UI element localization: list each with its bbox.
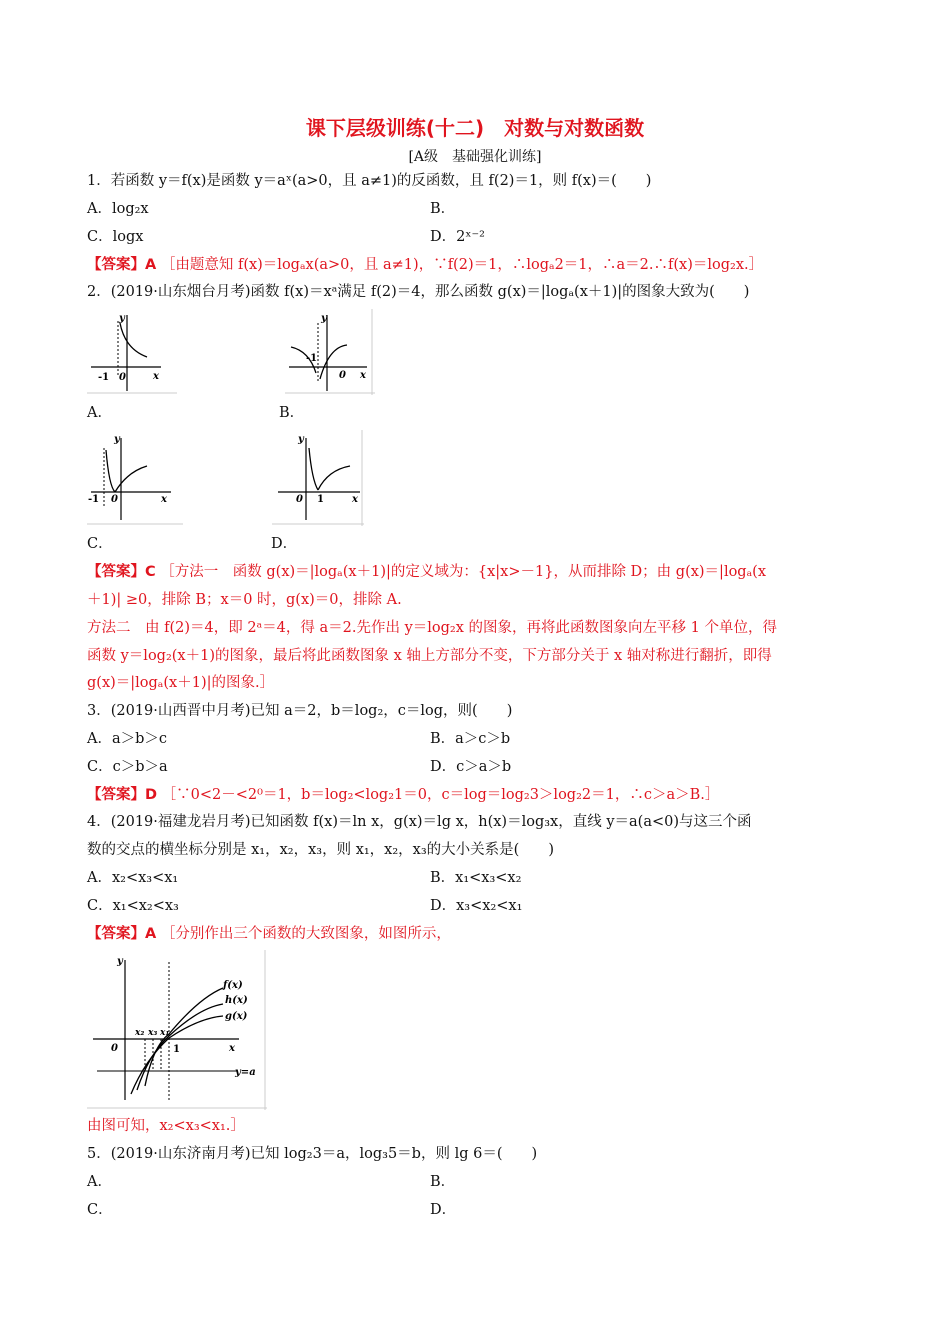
q2-stem: 2．(2019·山东烟台月考)函数 f(x)＝xᵃ满足 f(2)＝4，那么函数 g(x)＝|logₐ(x＋1)|的图象大致为( ): [87, 284, 750, 300]
q5-option-d: D．: [430, 1202, 457, 1218]
graph-c-x-label: x: [161, 494, 167, 505]
graph-b-x-label: x: [360, 370, 366, 381]
q2-option-c: C．: [87, 536, 113, 552]
graph-c-origin: 0: [111, 494, 118, 505]
q1-option-c: C．logx: [87, 229, 144, 245]
q4-fig-x-label: x: [229, 1043, 235, 1054]
q4-fig-x3: x₃: [148, 1028, 158, 1038]
q4-fig-one: 1: [173, 1044, 180, 1055]
q4-answer-tag: 【答案】A: [87, 926, 157, 942]
q3-answer-text: ［∵0<2－<2⁰＝1，b＝log₂<log₂1＝0，c＝log＝log₂3＞log₂2＝1，∴c＞a＞B.］: [161, 787, 720, 803]
q4-option-c: C．x₁<x₂<x₃: [87, 898, 179, 914]
q4-conclusion: 由图可知，x₂<x₃<x₁.］: [87, 1118, 245, 1134]
q1-answer: [87, 255, 763, 275]
q3-option-c: C．c＞b＞a: [87, 759, 168, 775]
q4-fig-origin: 0: [111, 1043, 118, 1054]
q2-answer-line-5: g(x)＝|logₐ(x＋1)|的图象.］: [87, 675, 275, 691]
q4-fig-gx: g(x): [225, 1011, 248, 1022]
q4-stem-line-2: 数的交点的横坐标分别是 x₁，x₂，x₃，则 x₁，x₂，x₃的大小关系是( ): [87, 842, 554, 858]
q1-answer-tag: 【答案】A: [87, 257, 157, 273]
section-subtitle: [A级 基础强化训练]: [408, 149, 542, 165]
q4-fig-hx: h(x): [225, 995, 248, 1006]
graph-c-y-label: y: [114, 434, 120, 445]
q5-stem: 5．(2019·山东济南月考)已知 log₂3＝a，log₃5＝b，则 lg 6＝( ): [87, 1146, 538, 1162]
q2-graph-a: [87, 309, 177, 395]
q2-graph-d: [272, 430, 364, 526]
q2-option-b: B．: [279, 405, 305, 421]
graph-a-x-label: x: [153, 371, 159, 382]
q1-option-a: A．log₂x: [87, 201, 149, 217]
q4-answer-text: ［分别作出三个函数的大致图象，如图所示，: [160, 926, 451, 942]
q2-answer-line-1: [87, 562, 766, 582]
q1-option-d: D．2ˣ⁻²: [430, 229, 485, 245]
q1-answer-text: ［由题意知 f(x)＝logₐx(a>0，且 a≠1)，∵f(2)＝1，∴logₐ2＝1，∴a＝2.∴f(x)＝log₂x.］: [160, 257, 764, 273]
q5-option-a: A．: [87, 1174, 112, 1190]
q2-option-d: D．: [271, 536, 298, 552]
graph-a-neg1: -1: [98, 372, 110, 383]
q2-answer-line-4: 函数 y＝log₂(x＋1)的图象，最后将此函数图象 x 轴上方部分不变，下方部分关于 x 轴对称进行翻折，即得: [87, 648, 772, 664]
q3-option-d: D．c＞a＞b: [430, 759, 512, 775]
q3-option-a: A．a＞b＞c: [87, 731, 168, 747]
q2-answer-line-3: 方法二 由 f(2)＝4，即 2ᵃ＝4，得 a＝2.先作出 y＝log₂x 的图象，再将此函数图象向左平移 1 个单位，得: [87, 620, 777, 636]
q4-fig-x2: x₂: [135, 1028, 145, 1038]
graph-b-origin: 0: [339, 370, 346, 381]
graph-d-origin: 0: [296, 494, 303, 505]
q4-option-a: A．x₂<x₃<x₁: [87, 870, 179, 886]
q2-graph-b: [285, 309, 375, 395]
graph-d-one: 1: [317, 494, 324, 505]
graph-c-neg1: -1: [88, 494, 100, 505]
q4-fig-y-label: y: [117, 956, 123, 967]
q1-stem: 1．若函数 y＝f(x)是函数 y＝aˣ(a>0，且 a≠1)的反函数，且 f(2)＝1，则 f(x)＝( ): [87, 173, 652, 189]
q2-answer-line-2: ＋1)| ≥0，排除 B；x＝0 时，g(x)＝0，排除 A.: [87, 592, 402, 608]
graph-b-neg1: -1: [306, 353, 318, 364]
q3-option-b: B．a＞c＞b: [430, 731, 511, 747]
q4-fig-x1: x₁: [160, 1028, 170, 1038]
q3-answer: [87, 785, 719, 805]
q3-stem: 3．(2019·山西晋中月考)已知 a＝2，b＝log₂，c＝log，则( ): [87, 703, 513, 719]
q5-option-b: B．: [430, 1174, 456, 1190]
graph-d-x-label: x: [352, 494, 358, 505]
q4-option-b: B．x₁<x₃<x₂: [430, 870, 522, 886]
q2-option-a: A．: [87, 405, 112, 421]
graph-d-y-label: y: [298, 434, 304, 445]
q2-answer-tag: 【答案】C: [87, 564, 156, 580]
q4-option-d: D．x₃<x₂<x₁: [430, 898, 523, 914]
q2-answer-text-1: ［方法一 函数 g(x)＝|logₐ(x＋1)|的定义域为：{x|x>－1}，从而排除 D；由 g(x)＝|logₐ(x: [160, 564, 767, 580]
q2-graph-c: [87, 430, 183, 526]
q4-figure: [87, 950, 267, 1110]
graph-a-origin: 0: [119, 372, 126, 383]
q4-answer: [87, 924, 451, 944]
page-title: 课下层级训练(十二) 对数与对数函数: [305, 116, 645, 140]
graph-a-y-label: y: [119, 313, 125, 324]
q5-option-c: C．: [87, 1202, 113, 1218]
q1-option-b: B．: [430, 201, 456, 217]
q4-stem-line-1: 4．(2019·福建龙岩月考)已知函数 f(x)＝ln x，g(x)＝lg x，h(x)＝log₃x，直线 y＝a(a<0)与这三个函: [87, 814, 752, 830]
graph-b-y-label: y: [321, 313, 327, 324]
q4-fig-ya: y=a: [235, 1067, 256, 1078]
q4-fig-fx: f(x): [223, 980, 243, 991]
q3-answer-tag: 【答案】D: [87, 787, 158, 803]
